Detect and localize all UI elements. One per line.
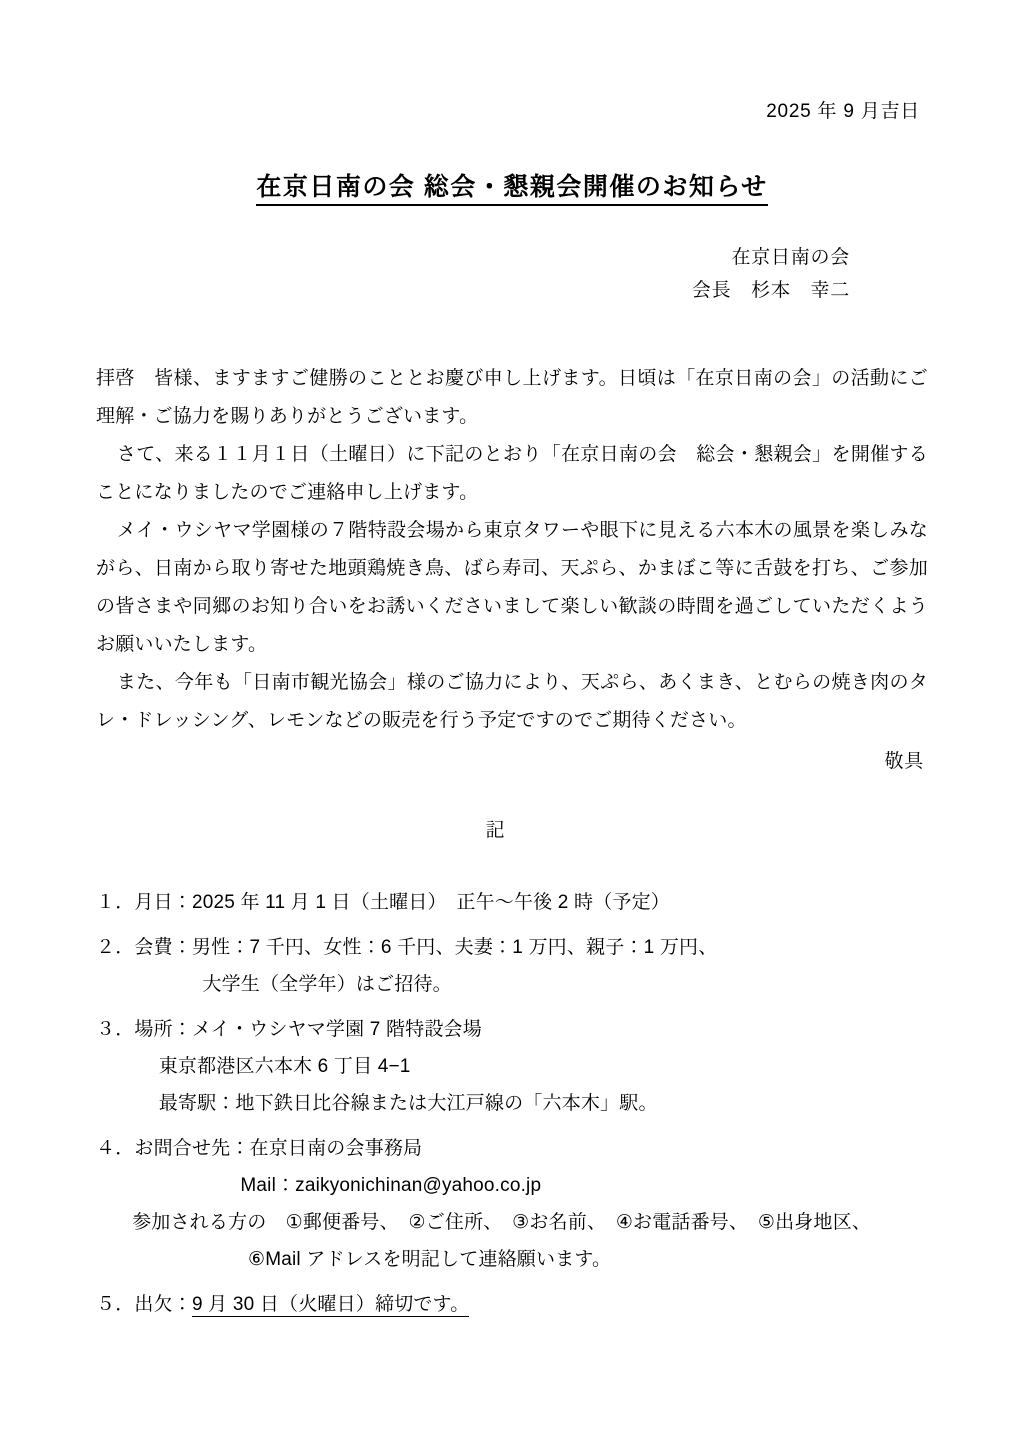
document-body: [96, 96, 928, 1331]
rsvp-deadline: 9 月 30 日（火曜日）締切です。: [191, 1293, 470, 1315]
list-item-fee: [96, 929, 928, 1003]
letter-body: [96, 360, 928, 740]
list-item-contact: [96, 1130, 928, 1278]
list-item-contact-line4: ⑥Mail アドレスを明記して連絡願います。: [248, 1248, 612, 1270]
list-item-fee-line2: 大学生（全学年）はご招待。: [202, 973, 452, 995]
list-item-fee-line1: ２．会費：男性：7 千円、女性：6 千円、夫妻：1 万円、親子：1 万円、: [96, 936, 718, 958]
list-item-venue-line3: 最寄駅：地下鉄日比谷線または大江戸線の「六本木」駅。: [158, 1092, 658, 1114]
closing-word: 敬具: [884, 750, 924, 772]
list-item-venue-line1: ３．場所：メイ・ウシヤマ学園 7 階特設会場: [96, 1018, 482, 1040]
paragraph-4: また、今年も「日南市観光協会」様のご協力により、天ぷら、あくまき、とむらの焼き肉のタレ・ドレッシング、レモンなどの販売を行う予定ですのでご期待ください。: [96, 671, 928, 731]
paragraph-3: メイ・ウシヤマ学園様の７階特設会場から東京タワーや眼下に見える六本木の風景を楽しみながら、日南から取り寄せた地頭鶏焼き鳥、ばら寿司、天ぷら、かまぼこ等に舌鼓を打ち、ご参加の皆さまや同郷のお知り合いをお誘いくださいまして楽しい歓談の時間を過ごしていただくようお願いいたします。: [96, 519, 928, 655]
list-item-contact-line1: ４．お問合せ先：在京日南の会事務局: [96, 1137, 423, 1159]
sender-block: [96, 241, 928, 308]
ki-marker: 記: [485, 819, 509, 841]
paragraph-1: 拝啓 皆様、ますますご健勝のこととお慶び申し上げます。日頃は「在京日南の会」の活動にご理解・ご協力を賜りありがとうございます。: [96, 367, 928, 427]
list-item-venue: [96, 1011, 928, 1122]
sender-organization: 在京日南の会: [731, 247, 850, 268]
paragraph-2: さて、来る１１月１日（土曜日）に下記のとおり「在京日南の会 総会・懇親会」を開催することになりましたのでご連絡申し上げます。: [96, 443, 928, 503]
rsvp-label: ５．出欠：: [96, 1293, 192, 1315]
list-item-contact-line3: 参加される方の ①郵便番号、 ②ご住所、 ③お名前、 ④お電話番号、 ⑤出身地区、: [132, 1211, 872, 1233]
page-title-text: 在京日南の会 総会・懇親会開催のお知らせ: [256, 173, 767, 206]
page-title: [96, 167, 928, 203]
list-item-date-line1: １．月日：2025 年 11 月 1 日（土曜日） 正午～午後 2 時（予定）: [96, 891, 670, 913]
details-list: [96, 884, 928, 1324]
list-item-rsvp-line1: [96, 1286, 928, 1323]
sender-signer: 会長 杉本 幸二: [691, 280, 850, 302]
list-item-date: [96, 884, 928, 921]
list-item-venue-line2: 東京都港区六本木 6 丁目 4−1: [158, 1055, 411, 1077]
contact-email[interactable]: Mail：zaikyonichinan@yahoo.co.jp: [240, 1174, 542, 1196]
list-item-rsvp: [96, 1286, 928, 1323]
document-date: 2025 年 9 月吉日: [766, 101, 920, 122]
